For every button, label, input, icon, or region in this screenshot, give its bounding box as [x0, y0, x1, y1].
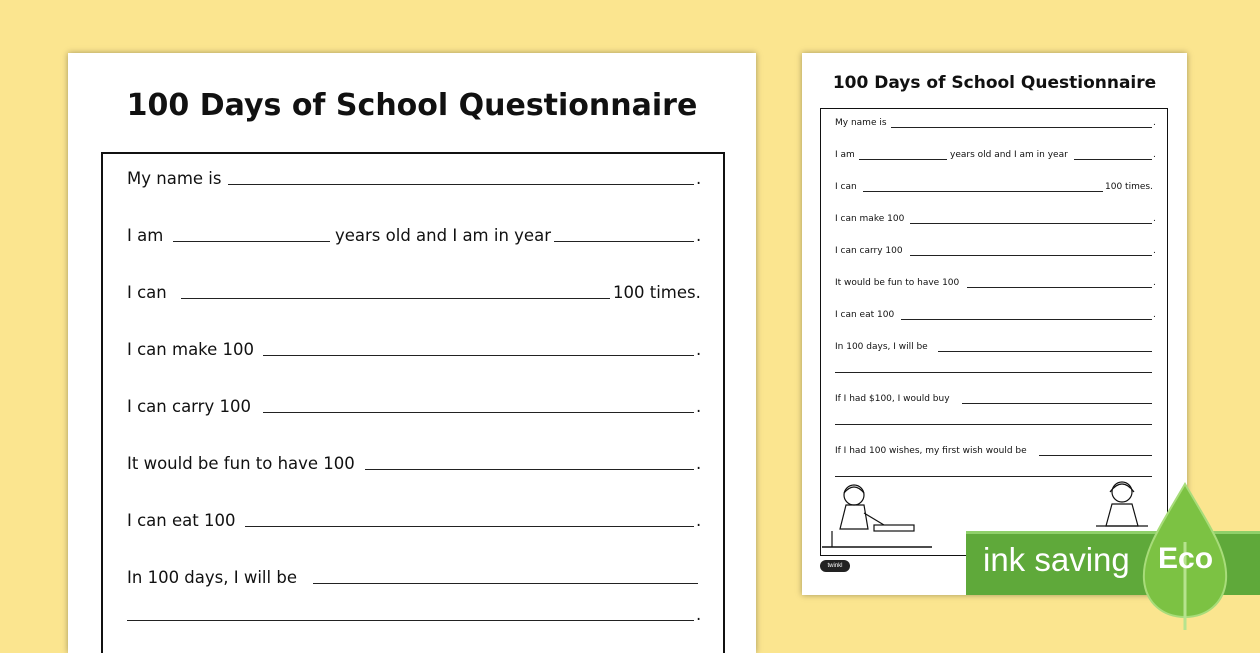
- answer-line[interactable]: [910, 255, 1152, 256]
- prompt-can: I can: [127, 283, 167, 302]
- worksheet-page-large: [68, 53, 756, 653]
- prompt-can-times: 100 times.: [613, 283, 701, 302]
- answer-line[interactable]: [228, 184, 694, 185]
- answer-line[interactable]: [967, 287, 1152, 288]
- answer-line[interactable]: [365, 469, 694, 470]
- prompt-age: I am: [127, 226, 164, 245]
- prompt-wishes: If I had 100 wishes, my first wish would be: [835, 446, 1027, 456]
- prompt-name: My name is: [835, 118, 887, 128]
- period: .: [1153, 278, 1156, 288]
- answer-line[interactable]: [554, 241, 694, 242]
- answer-line[interactable]: [863, 191, 1103, 192]
- period: .: [696, 226, 702, 245]
- answer-line[interactable]: [938, 351, 1152, 352]
- answer-line[interactable]: [313, 583, 698, 584]
- period: .: [696, 605, 702, 624]
- prompt-fun: It would be fun to have 100: [127, 454, 355, 473]
- answer-line[interactable]: [835, 424, 1152, 425]
- prompt-make: I can make 100: [835, 214, 905, 224]
- prompt-make: I can make 100: [127, 340, 255, 359]
- prompt-fun: It would be fun to have 100: [835, 278, 960, 288]
- prompt-can-times: 100 times.: [1105, 182, 1153, 192]
- period: .: [1153, 118, 1156, 128]
- answer-line[interactable]: [181, 298, 610, 299]
- twinkl-logo: twinkl: [820, 560, 850, 572]
- answer-line[interactable]: [835, 476, 1152, 477]
- page-title: 100 Days of School Questionnaire: [126, 88, 698, 123]
- period: .: [696, 511, 702, 530]
- period: .: [696, 454, 702, 473]
- period: .: [1153, 214, 1156, 224]
- child-writing-illustration: [822, 481, 932, 553]
- prompt-carry: I can carry 100: [127, 397, 251, 416]
- prompt-eat: I can eat 100: [835, 310, 895, 320]
- answer-line[interactable]: [263, 412, 694, 413]
- eco-label: Eco: [1158, 542, 1214, 575]
- prompt-can: I can: [835, 182, 857, 192]
- period: .: [696, 397, 702, 416]
- answer-line[interactable]: [263, 355, 694, 356]
- prompt-age-year: years old and I am in year: [950, 150, 1068, 160]
- period: .: [696, 340, 702, 359]
- answer-line[interactable]: [127, 620, 694, 621]
- period: .: [1153, 150, 1156, 160]
- period: .: [1153, 310, 1156, 320]
- answer-line[interactable]: [859, 159, 947, 160]
- answer-line[interactable]: [962, 403, 1152, 404]
- ink-saving-label: ink saving: [983, 541, 1130, 578]
- prompt-name: My name is: [127, 169, 222, 188]
- answer-line[interactable]: [901, 319, 1152, 320]
- prompt-age-year: years old and I am in year: [335, 226, 551, 245]
- answer-line[interactable]: [1074, 159, 1152, 160]
- question-box: [101, 152, 725, 653]
- answer-line[interactable]: [910, 223, 1152, 224]
- prompt-carry: I can carry 100: [835, 246, 903, 256]
- prompt-days: In 100 days, I will be: [127, 568, 297, 587]
- period: .: [696, 169, 702, 188]
- page-title: 100 Days of School Questionnaire: [832, 73, 1157, 93]
- prompt-days: In 100 days, I will be: [835, 342, 928, 352]
- answer-line[interactable]: [835, 372, 1152, 373]
- worksheet-page-preview: [802, 53, 1187, 595]
- answer-line[interactable]: [173, 241, 330, 242]
- answer-line[interactable]: [891, 127, 1152, 128]
- prompt-buy: If I had $100, I would buy: [835, 394, 950, 404]
- prompt-eat: I can eat 100: [127, 511, 236, 530]
- prompt-age: I am: [835, 150, 855, 160]
- answer-line[interactable]: [245, 526, 694, 527]
- answer-line[interactable]: [1039, 455, 1152, 456]
- period: .: [1153, 246, 1156, 256]
